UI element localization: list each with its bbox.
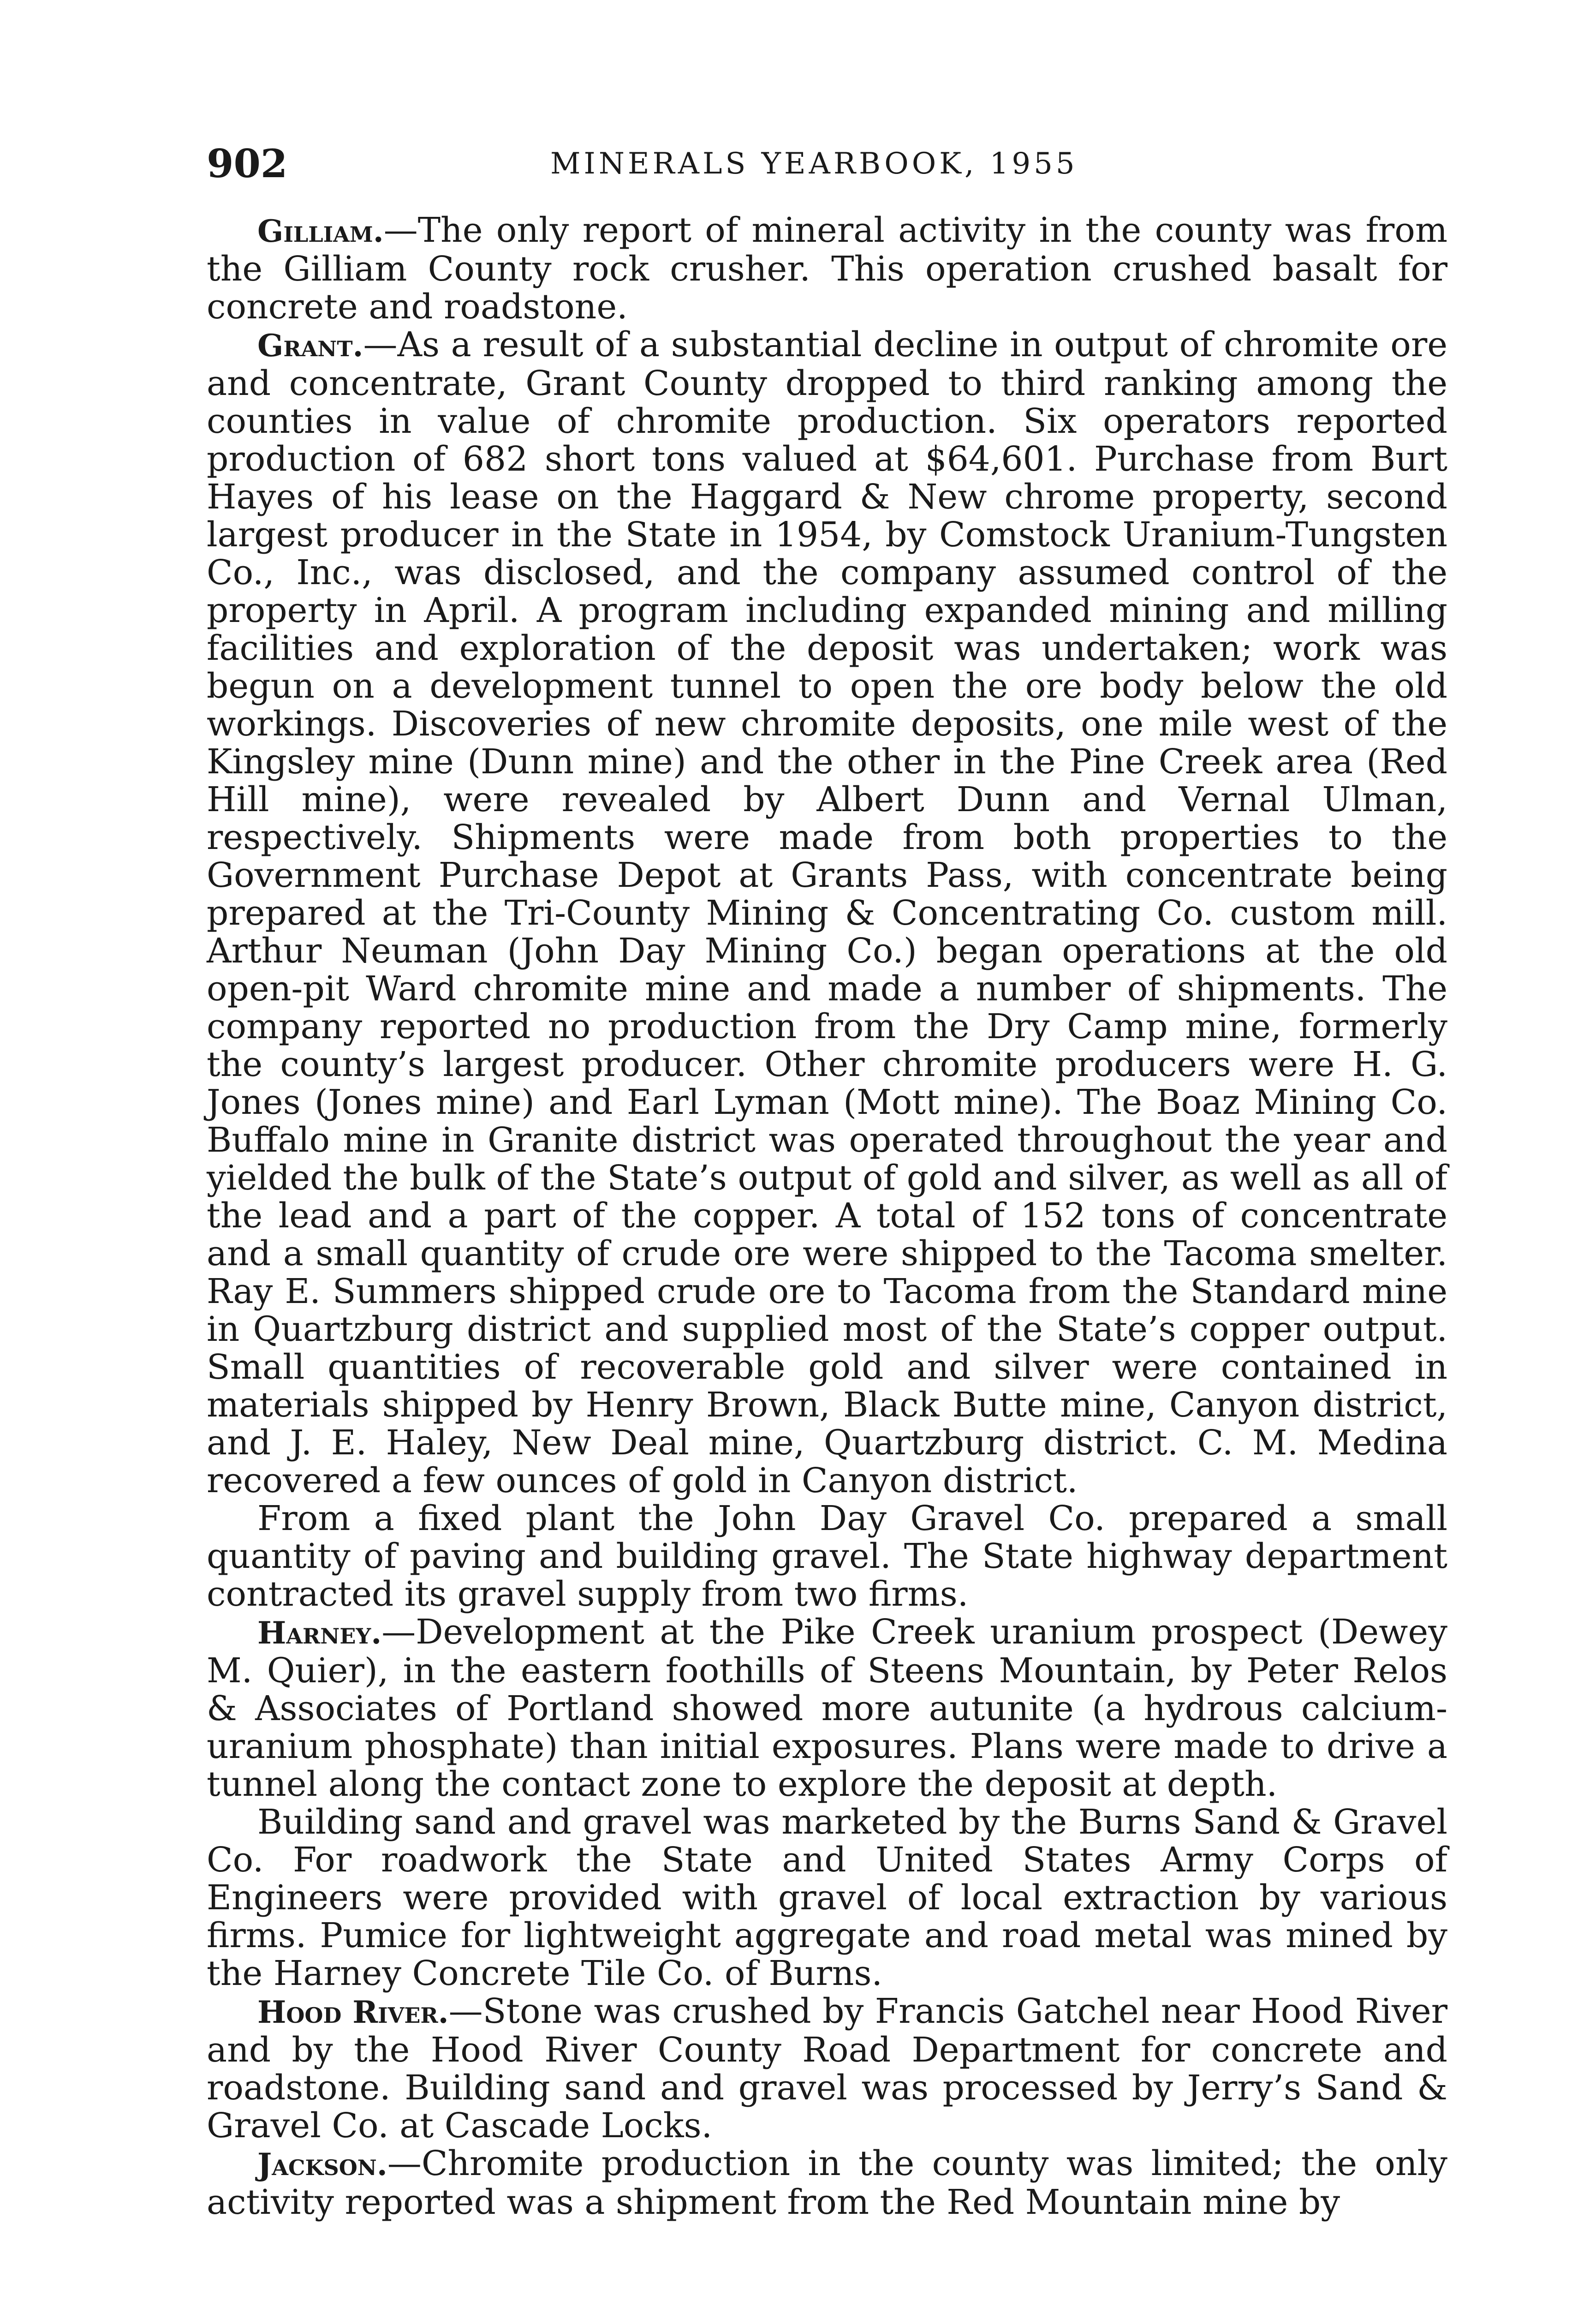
county-heading-jackson: Jackson.: [257, 2146, 387, 2182]
paragraph-text: Building sand and gravel was marketed by the Burns Sand & Gravel Co. For roadwork the State and United States Army Corps of Engineers were provided with gravel of local extraction by various firms. Pumice for lightweight aggregate and road metal was mined by the Harney Concrete Tile Co. of Burns.: [207, 1802, 1447, 1993]
paragraph-text: —As a result of a substantial decline in output of chromite ore and concentrate, Grant County dropped to third ranking among the counties in value of chromite production. Six operators reported production of 682 short tons valued at $64,601. Purchase from Burt Hayes of his lease on the Haggard & New chrome property, second largest producer in the State in 1954, by Comstock Uranium-Tungsten Co., Inc., was disclosed, and the company assumed control of the property in April. A program including expanded mining and milling facilities and exploration of the deposit was undertaken; work was begun on a development tunnel to open the ore body below the old workings. Discoveries of new chromite deposits, one mile west of the Kingsley mine (Dunn mine) and the other in the Pine Creek area (Red Hill mine), were revealed by Albert Dunn and Vernal Ulman, respectively. Shipments were made from both properties to the Government Purchase Depot at Grants Pass, with concentrate being prepared at the Tri-County Mining & Concentrating Co. custom mill. Arthur Neuman (John Day Mining Co.) began operations at the old open-pit Ward chromite mine and made a number of shipments. The company reported no production from the Dry Camp mine, formerly the county’s largest producer. Other chromite producers were H. G. Jones (Jones mine) and Earl Lyman (Mott mine). The Boaz Mining Co. Buffalo mine in Granite district was operated throughout the year and yielded the bulk of the State’s output of gold and silver, as well as all of the lead and a part of the copper. A total of 152 tons of concentrate and a small quantity of crude ore were shipped to the Tacoma smelter. Ray E. Summers shipped crude ore to Tacoma from the Standard mine in Quartzburg district and supplied most of the State’s copper output. Small quantities of recoverable gold and silver were contained in materials shipped by Henry Brown, Black Butte mine, Canyon district, and J. E. Haley, New Deal mine, Quartzburg district. C. M. Medina recovered a few ounces of gold in Canyon district.: [207, 325, 1447, 1500]
paragraph-grant-gravel: [207, 1500, 1447, 1613]
paragraph-harney: [207, 1613, 1447, 1803]
paragraph-text: —Stone was crushed by Francis Gatchel near Hood River and by the Hood River County Road Department for concrete and roadstone. Building sand and gravel was processed by Jerry’s Sand & Gravel Co. at Cascade Locks.: [207, 1991, 1447, 2146]
paragraph-text: —The only report of mineral activity in the county was from the Gilliam County rock crusher. This operation crushed basalt for concrete and roadstone.: [207, 210, 1447, 327]
running-title: MINERALS YEARBOOK, 1955: [550, 147, 1078, 181]
county-heading-harney: Harney.: [257, 1615, 382, 1651]
county-heading-grant: Grant.: [257, 328, 363, 364]
paragraph-gilliam: [207, 211, 1447, 326]
body-text: [207, 211, 1447, 2221]
county-heading-gilliam: Gilliam.: [257, 213, 384, 249]
paragraph-harney-gravel: [207, 1803, 1447, 1992]
paragraph-hood-river: [207, 1992, 1447, 2145]
paragraph-text: From a fixed plant the John Day Gravel Co. prepared a small quantity of paving and building gravel. The State highway department contracted its gravel supply from two firms.: [207, 1499, 1447, 1614]
paragraph-grant: [207, 326, 1447, 1500]
running-header: [207, 138, 1447, 189]
county-heading-hood-river: Hood River.: [257, 1994, 449, 2030]
page-number: 902: [207, 141, 288, 186]
paragraph-text: —Development at the Pike Creek uranium prospect (Dewey M. Quier), in the eastern foothills of Steens Mountain, by Peter Relos & Associates of Portland showed more autunite (a hydrous calcium-uranium phosphate) than initial exposures. Plans were made to drive a tunnel along the contact zone to explore the deposit at depth.: [207, 1612, 1447, 1804]
paragraph-jackson: [207, 2145, 1447, 2221]
paragraph-text: —Chromite production in the county was limited; the only activity reported was a shipment from the Red Mountain mine by: [207, 2144, 1447, 2222]
